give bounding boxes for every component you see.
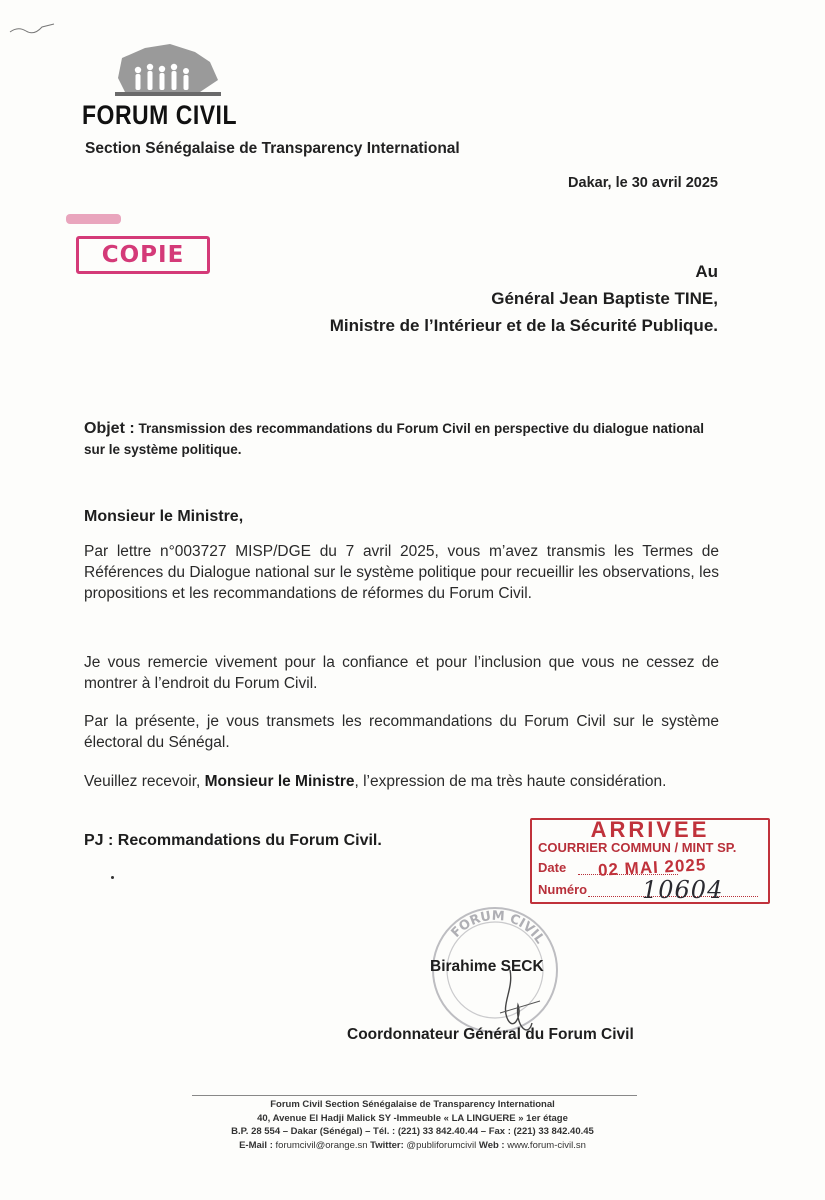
paragraph-3: Par la présente, je vous transmets les recommandations du Forum Civil sur le système électoral du Sénégal.: [84, 713, 719, 751]
footer-web-label: Web :: [478, 1139, 505, 1151]
corner-scribble: [8, 18, 58, 38]
subject-line: [84, 418, 724, 460]
ink-smear: [66, 214, 121, 224]
signatory-name: Birahime SECK: [430, 958, 544, 975]
salutation: Monsieur le Ministre,: [84, 508, 244, 525]
paragraph-2: Je vous remercie vivement pour la confiance et pour l’inclusion que vous ne cessez de montrer à l’endroit du Forum Civil.: [84, 654, 719, 692]
footer-email[interactable]: forumcivil@orange.sn: [275, 1139, 368, 1151]
ink-dot: [111, 876, 114, 879]
footer-email-label: E-Mail :: [239, 1139, 273, 1151]
closing-start: Veuillez recevoir,: [84, 773, 205, 790]
letterhead-footer: [140, 1098, 685, 1152]
arrivee-stamp: [530, 818, 770, 904]
footer-web[interactable]: www.forum-civil.sn: [507, 1139, 586, 1151]
footer-line-4: [140, 1139, 685, 1153]
subject-label: Objet :: [84, 420, 135, 437]
addressee-line-2: Général Jean Baptiste TINE,: [491, 289, 718, 308]
attachment-line: PJ : Recommandations du Forum Civil.: [84, 832, 382, 849]
copie-stamp: [66, 230, 206, 275]
paragraph-1: Par lettre n°003727 MISP/DGE du 7 avril 2025, vous m’avez transmis les Termes de Références du Dialogue national sur le système politique pour recueillir les observations, les propositions et les recommandations de réformes du Forum Civil.: [84, 543, 719, 602]
letter-date: Dakar, le 30 avril 2025: [568, 175, 718, 191]
footer-divider: [192, 1095, 637, 1096]
arrivee-stamp-courrier: COURRIER COMMUN / MINT SP.: [538, 840, 737, 855]
footer-twitter-label: Twitter:: [370, 1139, 404, 1151]
footer-line-3: B.P. 28 554 – Dakar (Sénégal) – Tél. : (221) 33 842.40.44 – Fax : (221) 33 842.40.45: [231, 1126, 594, 1137]
footer-line-1: Forum Civil Section Sénégalaise de Transparency International: [270, 1099, 555, 1110]
addressee-block: [330, 258, 718, 339]
arrivee-number-value: 10604: [642, 876, 724, 904]
arrivee-stamp-title: ARRIVEE: [590, 817, 710, 842]
forum-civil-logo: [100, 40, 230, 105]
addressee-line-3: Ministre de l’Intérieur et de la Sécurité Publique.: [329, 316, 718, 335]
subject-text: Transmission des recommandations du Forum Civil en perspective du dialogue national sur le système politique.: [84, 421, 705, 457]
org-subtitle: Section Sénégalaise de Transparency International: [85, 140, 460, 157]
signatory-title: Coordonnateur Général du Forum Civil: [347, 1026, 634, 1043]
arrivee-date-value: 02 MAI 2025: [597, 855, 707, 880]
svg-text:FORUM CIVIL: [449, 909, 548, 947]
closing-end: , l’expression de ma très haute considération.: [354, 773, 667, 790]
org-name: FORUM CIVIL: [82, 100, 237, 130]
footer-twitter[interactable]: @publiforumcivil: [406, 1139, 477, 1151]
arrivee-number-label: Numéro: [538, 882, 588, 897]
paragraph-4: [84, 771, 719, 792]
seal-text: FORUM CIVIL: [448, 908, 548, 947]
addressee-line-1: Au: [695, 262, 718, 281]
copie-stamp-text: COPIE: [76, 236, 210, 274]
arrivee-date-label: Date: [538, 860, 567, 875]
footer-line-2: 40, Avenue El Hadji Malick SY -Immeuble « LA LINGUERE » 1er étage: [257, 1112, 568, 1124]
closing-bold: Monsieur le Ministre: [204, 773, 355, 790]
